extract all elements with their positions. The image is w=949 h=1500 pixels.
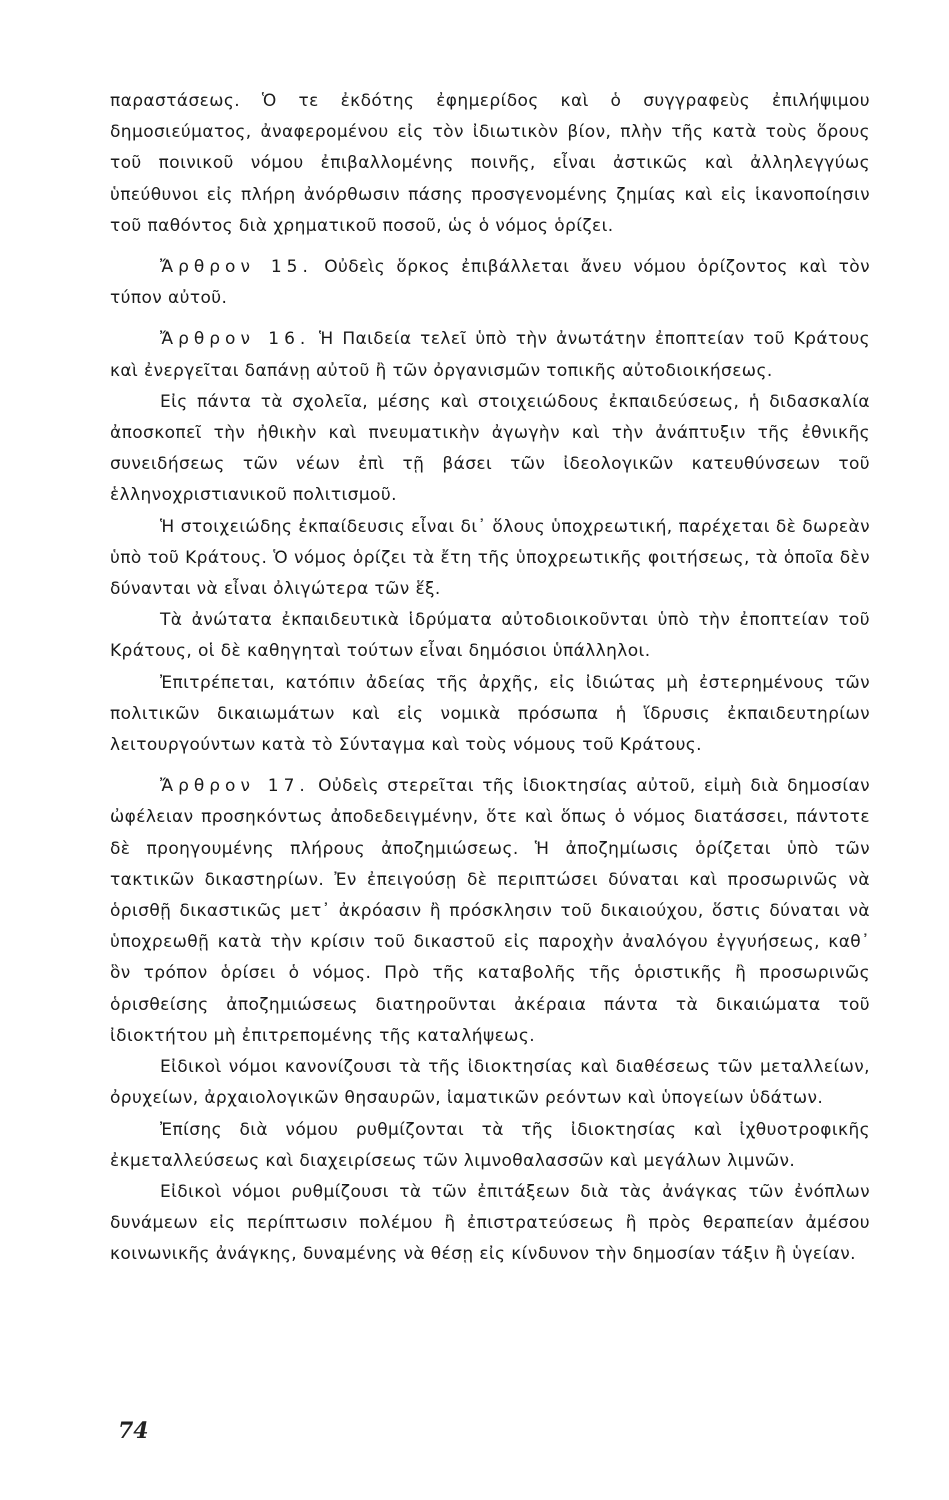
page-number: 74	[118, 1418, 149, 1444]
paragraph-0	[110, 86, 870, 242]
paragraph-10	[110, 1177, 870, 1271]
article-heading: Ἄρθρον 15.	[160, 257, 313, 278]
paragraph-text: Οὐδεὶς ὅρκος ἐπιβάλλεται ἄνευ νόμου ὁρίζοντος καὶ τὸν τύπον αὐτοῦ.	[110, 257, 870, 309]
paragraph-3	[110, 387, 870, 512]
paragraph-5	[110, 605, 870, 667]
paragraph-text: Εἰδικοὶ νόμοι ρυθμίζουσι τὰ τῶν ἐπιτάξεων διὰ τὰς ἀνάγκας τῶν ἐνόπλων δυνάμεων εἰς περίπτωσιν πολέμου ἢ ἐπιστρατεύσεως ἢ πρὸς θεραπείαν ἀμέσου κοινωνικῆς ἀνάγκης, δυναμένης νὰ θέσῃ εἰς κίνδυνον τὴν δημοσίαν τάξιν ἢ ὑγείαν.	[110, 1181, 870, 1265]
paragraph-text: Ἡ Παιδεία τελεῖ ὑπὸ τὴν ἀνωτάτην ἐποπτείαν τοῦ Κράτους καὶ ἐνεργεῖται δαπάνῃ αὐτοῦ ἢ τῶν ὀργανισμῶν τοπικῆς αὐτοδιοικήσεως.	[110, 329, 870, 381]
paragraph-text: Ἡ στοιχειώδης ἐκπαίδευσις εἶναι δι᾽ ὅλους ὑποχρεωτική, παρέχεται δὲ δωρεὰν ὑπὸ τοῦ Κράτους. Ὁ νόμος ὁρίζει τὰ ἔτη τῆς ὑποχρεωτικῆς φοιτήσεως, τὰ ὁποῖα δὲν δύνανται νὰ εἶναι ὀλιγώτερα τῶν ἕξ.	[110, 516, 870, 600]
paragraph-text: Ἐπιτρέπεται, κατόπιν ἀδείας τῆς ἀρχῆς, εἰς ἰδιώτας μὴ ἐστερημένους τῶν πολιτικῶν δικαιωμάτων καὶ εἰς νομικὰ πρόσωπα ἡ ἵδρυσις ἐκπαιδευτηρίων λειτουργούντων κατὰ τὸ Σύνταγμα καὶ τοὺς νόμους τοῦ Κράτους.	[110, 672, 870, 756]
paragraph-text: Ἐπίσης διὰ νόμου ρυθμίζονται τὰ τῆς ἰδιοκτησίας καὶ ἰχθυοτροφικῆς ἐκμεταλλεύσεως καὶ διαχειρίσεως τῶν λιμνοθαλασσῶν καὶ μεγάλων λιμνῶν.	[110, 1119, 870, 1171]
paragraph-text: παραστάσεως. Ὁ τε ἐκδότης ἐφημερίδος καὶ ὁ συγγραφεὺς ἐπιλήψιμου δημοσιεύματος, ἀναφερομένου εἰς τὸν ἰδιωτικὸν βίον, πλὴν τῆς κατὰ τοὺς ὅρους τοῦ ποινικοῦ νόμου ἐπιβαλλομένης ποινῆς, εἶναι ἀστικῶς καὶ ἀλληλεγγύως ὑπεύθυνοι εἰς πλήρη ἀνόρθωσιν πάσης προσγενομένης ζημίας καὶ εἰς ἱκανοποίησιν τοῦ παθόντος διὰ χρηματικοῦ ποσοῦ, ὡς ὁ νόμος ὁρίζει.	[110, 91, 870, 236]
paragraph-4	[110, 512, 870, 606]
paragraph-9	[110, 1115, 870, 1177]
article-heading: Ἄρθρον 16.	[160, 329, 311, 350]
article-16	[110, 324, 870, 386]
paragraph-6	[110, 668, 870, 762]
body-text	[110, 86, 870, 1271]
paragraph-text: Εἰδικοὶ νόμοι κανονίζουσι τὰ τῆς ἰδιοκτησίας καὶ διαθέσεως τῶν μεταλλείων, ὀρυχείων, ἀρχαιολογικῶν θησαυρῶν, ἰαματικῶν ρεόντων καὶ ὑπογείων ὑδάτων.	[110, 1057, 870, 1109]
paragraph-8	[110, 1052, 870, 1114]
article-15	[110, 252, 870, 314]
paragraph-text: Τὰ ἀνώτατα ἐκπαιδευτικὰ ἱδρύματα αὐτοδιοικοῦνται ὑπὸ τὴν ἐποπτείαν τοῦ Κράτους, οἱ δὲ καθηγηταὶ τούτων εἶναι δημόσιοι ὑπάλληλοι.	[110, 610, 870, 662]
paragraph-text: Εἰς πάντα τὰ σχολεῖα, μέσης καὶ στοιχειώδους ἐκπαιδεύσεως, ἡ διδασκαλία ἀποσκοπεῖ τὴν ἠθικὴν καὶ πνευματικὴν ἀγωγὴν καὶ τὴν ἀνάπτυξιν τῆς ἐθνικῆς συνειδήσεως τῶν νέων ἐπὶ τῇ βάσει τῶν ἰδεολογικῶν κατευθύνσεων τοῦ ἑλληνοχριστιανικοῦ πολιτισμοῦ.	[110, 391, 870, 506]
article-17	[110, 771, 870, 1052]
article-heading: Ἄρθρον 17.	[160, 776, 310, 797]
paragraph-text: Οὐδεὶς στερεῖται τῆς ἰδιοκτησίας αὐτοῦ, εἰμὴ διὰ δημοσίαν ὠφέλειαν προσηκόντως ἀποδεδειγμένην, ὅτε καὶ ὅπως ὁ νόμος διατάσσει, πάντοτε δὲ προηγουμένης πλήρους ἀποζημιώσεως. Ἡ ἀποζημίωσις ὁρίζεται ὑπὸ τῶν τακτικῶν δικαστηρίων. Ἐν ἐπειγούσῃ δὲ περιπτώσει δύναται καὶ προσωρινῶς νὰ ὁρισθῇ δικαστικῶς μετ᾽ ἀκρόασιν ἢ πρόσκλησιν τοῦ δικαιούχου, ὅστις δύναται νὰ ὑποχρεωθῇ κατὰ τὴν κρίσιν τοῦ δικαστοῦ εἰς παροχὴν ἀναλόγου ἐγγυήσεως, καθ᾽ ὃν τρόπον ὁρίσει ὁ νόμος. Πρὸ τῆς καταβολῆς τῆς ὁριστικῆς ἢ προσωρινῶς ὁρισθείσης ἀποζημιώσεως διατηροῦνται ἀκέραια πάντα τὰ δικαιώματα τοῦ ἰδιοκτήτου μὴ ἐπιτρεπομένης τῆς καταλήψεως.	[110, 776, 870, 1046]
